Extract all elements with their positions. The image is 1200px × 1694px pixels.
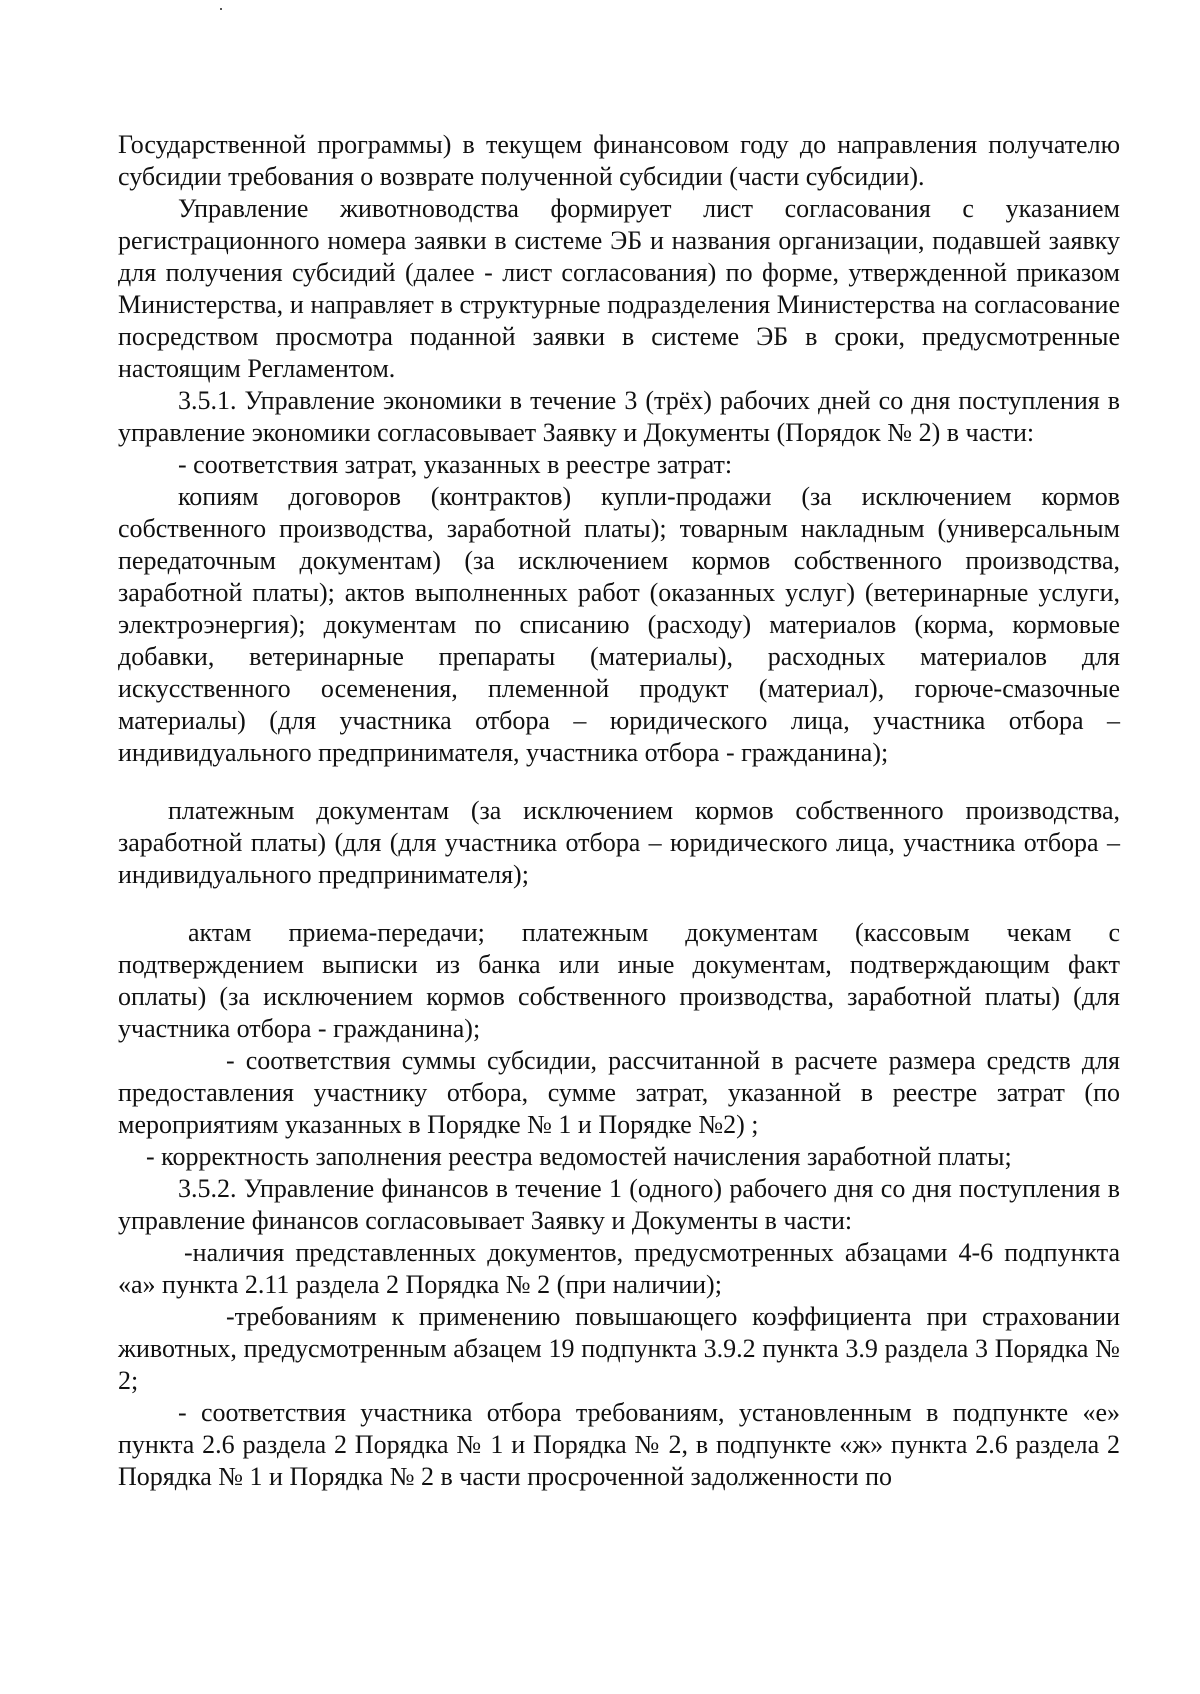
paragraph-payment-documents: платежным документам (за исключением кормов собственного производства, заработной платы) (для (для участника отбора – юридического лица, участника отбора – индивидуального предпринимателя);	[118, 796, 1120, 889]
paragraph-insurance-coefficient: -требованиям к применению повышающего коэффициента при страховании животных, предусмотренным абзацем 19 подпункта 3.9.2 пункта 3.9 раздела 3 Порядка № 2;	[118, 1302, 1120, 1395]
paragraph-participant-requirements: - соответствия участника отбора требованиям, установленным в подпункте «е» пункта 2.6 раздела 2 Порядка № 1 и Порядка № 2, в подпункте «ж» пункта 2.6 раздела 2 Порядка № 1 и Порядка № 2 в части просроченной задолженности по	[118, 1398, 1120, 1491]
paragraph-continuation: Государственной программы) в текущем финансовом году до направления получателю субсидии требования о возврате полученной субсидии (части субсидии).	[118, 130, 1120, 191]
paragraph-cost-compliance: - соответствия затрат, указанных в реестре затрат:	[178, 450, 733, 479]
paragraph-contracts: копиям договоров (контрактов) купли-продажи (за исключением кормов собственного производства, заработной платы); товарным накладным (универсальным передаточным документам) (за исключением кормов собственного производства, заработной платы); актов выполненных работ (оказанных услуг) (ветеринарные услуги, электроэнергия); документам по списанию (расходу) материалов (корма, кормовые добавки, ветеринарные препараты (материалы), расходных материалов для искусственного осеменения, племенной продукт (материал), горюче-смазочные материалы) (для участника отбора – юридического лица, участника отбора – индивидуального предпринимателя, участника отбора - гражданина);	[118, 482, 1120, 767]
paragraph-3-5-1: 3.5.1. Управление экономики в течение 3 (трёх) рабочих дней со дня поступления в управление экономики согласовывает Заявку и Документы (Порядок № 2) в части:	[118, 386, 1120, 447]
paragraph-spacer	[118, 891, 1120, 917]
paragraph-approval-sheet: Управление животноводства формирует лист согласования с указанием регистрационного номера заявки в системе ЭБ и названия организации, подавшей заявку для получения субсидий (далее - лист согласования) по форме, утвержденной приказом Министерства, и направляет в структурные подразделения Министерства на согласование посредством просмотра поданной заявки в системе ЭБ в сроки, предусмотренные настоящим Регламентом.	[118, 194, 1120, 383]
paragraph-acceptance-acts: актам приема-передачи; платежным документам (кассовым чекам с подтверждением выписки из банка или иные документам, подтверждающим факт оплаты) (за исключением кормов собственного производства, заработной платы) (для участника отбора - гражданина);	[118, 918, 1120, 1043]
scan-speck	[220, 8, 222, 10]
paragraph-3-5-2: 3.5.2. Управление финансов в течение 1 (одного) рабочего дня со дня поступления в управление финансов согласовывает Заявку и Документы в части:	[118, 1174, 1120, 1235]
paragraph-subsidy-amount: - соответствия суммы субсидии, рассчитанной в расчете размера средств для предоставления участнику отбора, сумме затрат, указанной в реестре затрат (по мероприятиям указанных в Порядке № 1 и Порядке №2) ;	[118, 1046, 1120, 1139]
paragraph-spacer	[118, 769, 1120, 795]
paragraph-submitted-documents: -наличия представленных документов, предусмотренных абзацами 4-6 подпункта «а» пункта 2.11 раздела 2 Порядка № 2 (при наличии);	[118, 1238, 1120, 1299]
document-body	[118, 129, 1120, 1493]
paragraph-payroll-register: - корректность заполнения реестра ведомостей начисления заработной платы;	[146, 1142, 1012, 1171]
